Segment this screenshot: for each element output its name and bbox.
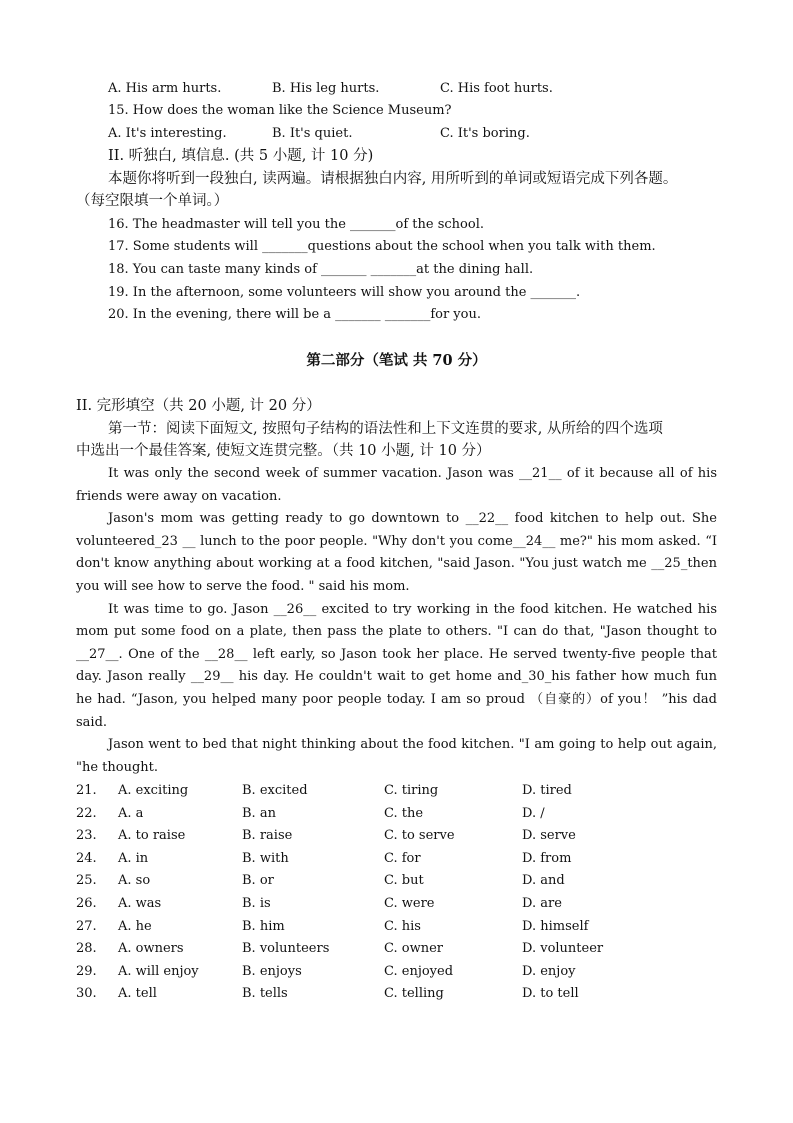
option-a: A. will enjoy bbox=[118, 963, 199, 979]
choice-row-29 bbox=[76, 961, 717, 984]
option-a: A. to raise bbox=[118, 828, 186, 844]
q14-option-b: B. His leg hurts. bbox=[272, 81, 380, 96]
option-c: C. the bbox=[384, 805, 424, 821]
choice-row-24 bbox=[76, 848, 717, 871]
choice-row-28 bbox=[76, 938, 717, 961]
q15-stem: 15. How does the woman like the Science Museum? bbox=[108, 103, 452, 118]
question-number: 22. bbox=[76, 805, 97, 821]
passage-paragraph: It was time to go. Jason __26__ excited to try working in the food kitchen. He watched his mom put some food on a plate, then pass the plate to others. "I can do that, "Jason thought to __27__. One of the __28__ left early, so Jason took her place. He served twenty-five people that day. Jason really __29__ his day. He couldn't wait to get home and_30_his father how much fun he had. “Jason, you helped many poor people today. I am so proud （自豪的）of you！ ”his dad said. bbox=[76, 601, 717, 730]
option-c: C. tiring bbox=[384, 783, 439, 798]
option-a: A. exciting bbox=[118, 783, 189, 798]
choice-row-27 bbox=[76, 916, 717, 939]
section-heading-monologue: II. 听独白, 填信息. (共 5 小题, 计 10 分) bbox=[108, 148, 374, 164]
option-b: B. him bbox=[242, 918, 285, 934]
fill-item-16: 16. The headmaster will tell you the _______of the school. bbox=[108, 217, 484, 232]
option-a: A. a bbox=[118, 805, 144, 821]
passage-paragraph: It was only the second week of summer vacation. Jason was __21__ of it because all of his friends were away on vacation. bbox=[76, 466, 717, 504]
passage-paragraph: Jason went to bed that night thinking about the food kitchen. "I am going to help out again, "he thought. bbox=[76, 737, 717, 775]
choice-row-23 bbox=[76, 825, 717, 848]
option-c: C. his bbox=[384, 918, 421, 934]
choice-row-22 bbox=[76, 803, 717, 826]
option-d: D. volunteer bbox=[522, 941, 604, 957]
option-d: D. / bbox=[522, 805, 545, 821]
option-b: B. or bbox=[242, 873, 274, 889]
choice-row-30 bbox=[76, 983, 717, 1006]
question-number: 25. bbox=[76, 873, 97, 889]
fill-item-18: 18. You can taste many kinds of _______ _______at the dining hall. bbox=[108, 262, 534, 277]
option-b: B. is bbox=[242, 895, 271, 911]
option-a: A. tell bbox=[118, 986, 157, 1002]
fill-item-20: 20. In the evening, there will be a _______ _______for you. bbox=[108, 307, 481, 322]
option-d: D. from bbox=[522, 850, 572, 866]
q15-option-b: B. It's quiet. bbox=[272, 126, 353, 141]
option-d: D. enjoy bbox=[522, 963, 576, 979]
cloze-instructions-line1: 第一节：阅读下面短文, 按照句子结构的语法性和上下文连贯的要求, 从所给的四个选项 bbox=[108, 421, 663, 437]
option-d: D. serve bbox=[522, 828, 576, 844]
option-d: D. himself bbox=[522, 918, 589, 934]
option-a: A. he bbox=[118, 918, 152, 934]
option-a: A. owners bbox=[118, 941, 184, 957]
option-d: D. to tell bbox=[522, 986, 579, 1002]
passage-paragraph: Jason's mom was getting ready to go downtown to __22__ food kitchen to help out. She volunteered_23 __ lunch to the poor people. "Why don't you come__24__ me?" his mom asked. “I don't know anything about working at a food kitchen, "said Jason. "You just watch me __25_then you will see how to serve the food. " said his mom. bbox=[76, 511, 717, 594]
option-c: C. but bbox=[384, 873, 424, 889]
cloze-choices bbox=[76, 780, 717, 1006]
option-a: A. in bbox=[118, 850, 149, 866]
option-c: C. owner bbox=[384, 941, 443, 957]
fill-item-19: 19. In the afternoon, some volunteers will show you around the _______. bbox=[108, 285, 581, 300]
option-d: D. are bbox=[522, 895, 562, 911]
option-d: D. tired bbox=[522, 783, 572, 798]
option-a: A. so bbox=[118, 873, 151, 889]
question-number: 27. bbox=[76, 918, 97, 934]
option-b: B. enjoys bbox=[242, 963, 302, 979]
option-d: D. and bbox=[522, 873, 565, 889]
cloze-passage bbox=[76, 463, 717, 779]
q14-option-a: A. His arm hurts. bbox=[108, 81, 222, 96]
section-instructions-line1: 本题你将听到一段独白, 读两遍。请根据独白内容, 用所听到的单词或短语完成下列各题。 bbox=[108, 171, 678, 187]
question-number: 21. bbox=[76, 783, 97, 798]
cloze-instructions-line2: 中选出一个最佳答案, 使短文连贯完整。（共 10 小题, 计 10 分） bbox=[76, 443, 491, 459]
option-c: C. enjoyed bbox=[384, 963, 454, 979]
q15-option-c: C. It's boring. bbox=[440, 126, 530, 141]
option-b: B. tells bbox=[242, 986, 288, 1002]
choice-row-21 bbox=[76, 780, 717, 803]
option-c: C. were bbox=[384, 895, 435, 911]
option-b: B. with bbox=[242, 850, 289, 866]
question-number: 23. bbox=[76, 828, 97, 844]
cloze-heading: II. 完形填空（共 20 小题, 计 20 分） bbox=[76, 398, 321, 414]
option-c: C. to serve bbox=[384, 828, 455, 844]
part2-title: 第二部分（笔试 共 70 分） bbox=[306, 352, 487, 369]
option-b: B. raise bbox=[242, 828, 293, 844]
option-b: B. excited bbox=[242, 783, 308, 798]
q15-option-a: A. It's interesting. bbox=[108, 126, 227, 141]
option-a: A. was bbox=[118, 895, 162, 911]
option-c: C. telling bbox=[384, 986, 444, 1002]
fill-item-17: 17. Some students will _______questions about the school when you talk with them. bbox=[108, 239, 656, 254]
question-number: 26. bbox=[76, 895, 97, 911]
section-instructions-line2: （每空限填一个单词。） bbox=[76, 193, 229, 209]
choice-row-25 bbox=[76, 870, 717, 893]
choice-row-26 bbox=[76, 893, 717, 916]
question-number: 28. bbox=[76, 941, 97, 957]
question-number: 29. bbox=[76, 963, 97, 979]
option-b: B. volunteers bbox=[242, 941, 330, 957]
option-b: B. an bbox=[242, 805, 276, 821]
question-number: 30. bbox=[76, 986, 97, 1002]
question-number: 24. bbox=[76, 850, 97, 866]
q14-option-c: C. His foot hurts. bbox=[440, 81, 553, 96]
option-c: C. for bbox=[384, 850, 421, 866]
